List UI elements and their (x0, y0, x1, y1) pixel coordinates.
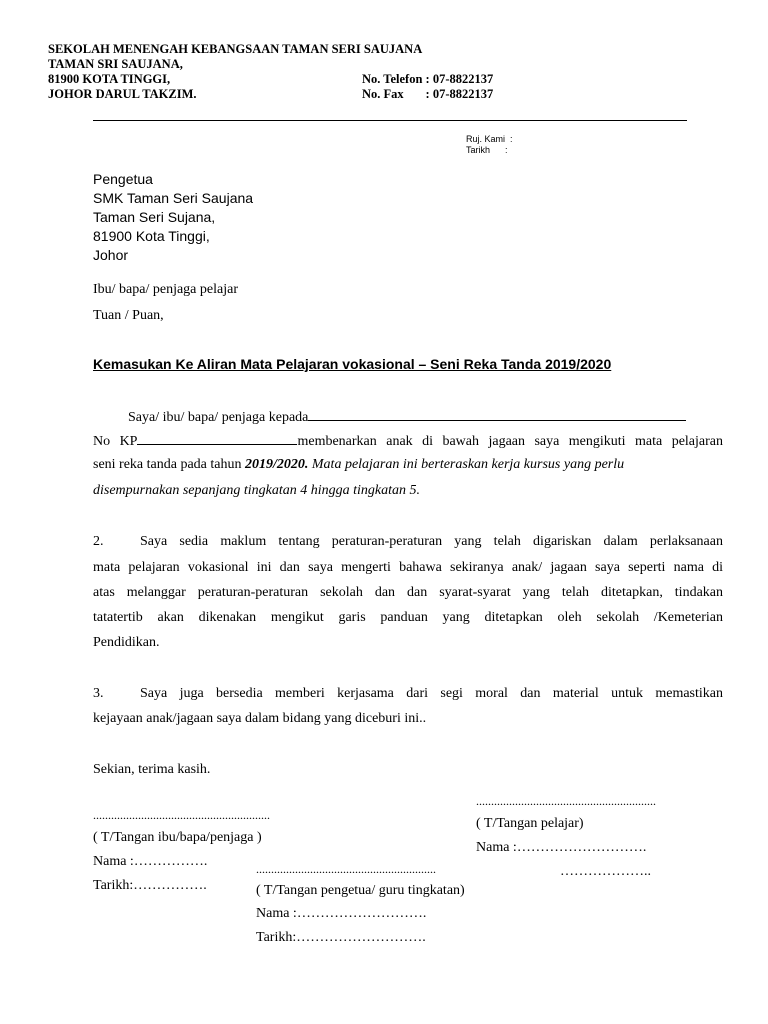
para1-line: disempurnakan sepanjang tingkatan 4 hingga tingkatan 5. (93, 483, 421, 498)
sender-line: Johor (93, 247, 129, 263)
para3-number: 3. (93, 686, 104, 701)
sender-line: SMK Taman Seri Saujana (93, 190, 254, 206)
fax-number: No. Fax : 07-8822137 (362, 87, 494, 101)
school-address-line: 81900 KOTA TINGGI, (48, 72, 171, 86)
teacher-signature-label: ( T/Tangan pengetua/ guru tingkatan) (256, 883, 465, 898)
para3-line: Saya juga bersedia memberi kerjasama dari segi moral dan material untuk memastikan (140, 686, 723, 701)
para1-line (128, 408, 686, 426)
date-label: Tarikh : (466, 145, 508, 155)
sender-address (93, 170, 253, 265)
para2-line: atas melanggar peraturan-peraturan sekolah dan dan syarat-syarat yang telah ditetapkan, tindakan (93, 585, 723, 600)
para2-line: Pendidikan. (93, 635, 160, 650)
student-extra-field: ……………….. (560, 864, 651, 879)
student-signature-line: ............................................................ (476, 794, 656, 808)
para1-text: membenarkan anak di bawah jagaan saya mengikuti mata pelajaran (297, 434, 723, 449)
ic-number-blank (137, 432, 297, 445)
guardian-name-blank (308, 408, 686, 421)
teacher-date-field: Tarikh:………………………. (256, 930, 426, 945)
recipient: Ibu/ bapa/ penjaga pelajar (93, 282, 238, 297)
parent-name-field: Nama :……………. (93, 854, 208, 869)
para3-line: kejayaan anak/jagaan saya dalam bidang yang diceburi ini.. (93, 711, 427, 726)
sender-line: Pengetua (93, 171, 153, 187)
header-divider (93, 120, 687, 121)
parent-date-field: Tarikh:……………. (93, 878, 207, 893)
reference-label: Ruj. Kami : (466, 134, 513, 144)
letter-subject: Kemasukan Ke Aliran Mata Pelajaran vokasional – Seni Reka Tanda 2019/2020 (93, 356, 612, 372)
phone-number: No. Telefon : 07-8822137 (362, 72, 494, 86)
session-year: 2019/2020. (245, 457, 309, 472)
school-name: SEKOLAH MENENGAH KEBANGSAAN TAMAN SERI SAUJANA (48, 42, 423, 56)
teacher-signature-line: ............................................................ (256, 862, 436, 876)
para2-line: Saya sedia maklum tentang peraturan-peraturan yang telah digariskan dalam perlaksanaan (140, 534, 723, 549)
para1-line (93, 457, 723, 473)
sender-line: Taman Seri Sujana, (93, 209, 216, 225)
parent-signature-line: ........................................................... (93, 808, 270, 822)
teacher-name-field: Nama :………………………. (256, 906, 427, 921)
para1-text: Mata pelajaran ini berteraskan kerja kursus yang perlu (308, 457, 625, 472)
para2-line: mata pelajaran vokasional ini dan saya mengerti bahawa sekiranya anak/ jagaan saya seperti nama di (93, 560, 723, 575)
salutation: Tuan / Puan, (93, 308, 164, 323)
sender-line: 81900 Kota Tinggi, (93, 228, 210, 244)
school-address-line: JOHOR DARUL TAKZIM. (48, 87, 197, 101)
para1-line (93, 432, 723, 450)
para1-text: seni reka tanda pada tahun (93, 457, 245, 472)
student-name-field: Nama :………………………. (476, 840, 647, 855)
parent-signature-label: ( T/Tangan ibu/bapa/penjaga ) (93, 830, 262, 845)
closing: Sekian, terima kasih. (93, 762, 211, 777)
ic-label: No KP (93, 434, 138, 449)
para2-number: 2. (93, 534, 104, 549)
para2-line: tatatertib akan dikenakan mengikut garis panduan yang ditetapkan oleh sekolah /Kemeterian (93, 610, 723, 625)
school-address-line: TAMAN SRI SAUJANA, (48, 57, 183, 71)
para1-text: Saya/ ibu/ bapa/ penjaga kepada (128, 410, 309, 425)
student-signature-label: ( T/Tangan pelajar) (476, 816, 584, 831)
